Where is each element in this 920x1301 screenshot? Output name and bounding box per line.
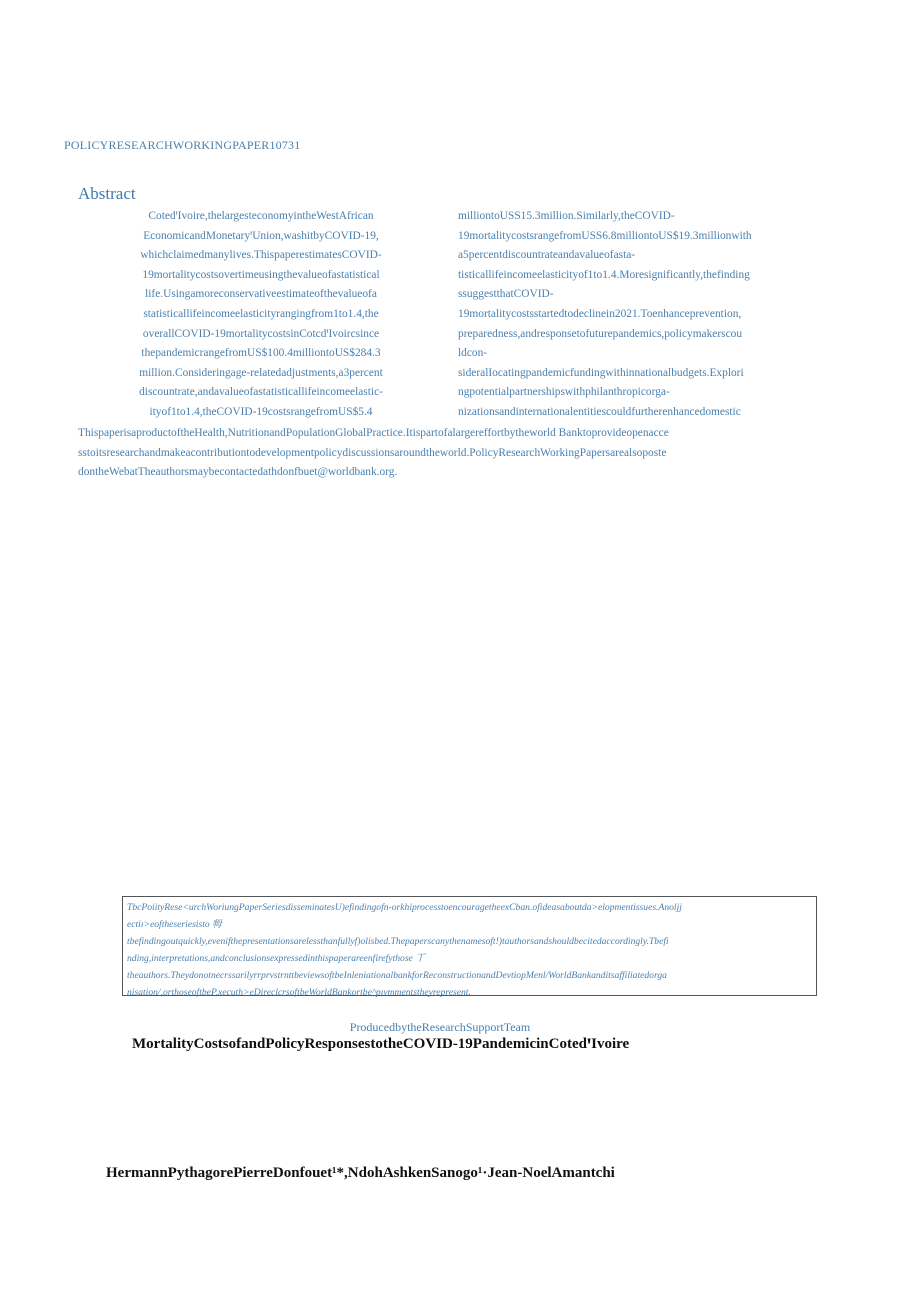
abstract-line: ityof1to1.4,theCOVID-19costsrangefromUS$5.4 <box>149 405 373 418</box>
abstract-right-column <box>458 207 828 423</box>
abstract-line: a5percentdiscountrateandavalueofasta- <box>458 249 636 262</box>
abstract-line: thepandemicrangefromUS$100.4milliontoUS$284.3 <box>141 347 381 360</box>
abstract-left-column <box>86 207 436 423</box>
disclaimer-line: ectiı>eoftheseriesisto 牳 <box>127 919 222 930</box>
abstract-line: whichclaimedmanylives.ThispaperestimatesCOVID- <box>140 249 382 262</box>
product-note-line: dontheWebatTheauthorsmaybecontactedathdonfbuet@worldbank.org. <box>78 466 398 479</box>
disclaimer-line: nding,interpretations,andconclusionsexpressedinthispaperareenfirefythose 丅 <box>127 953 425 964</box>
abstract-line: 19mortalitycostsrangefromUSS6.8milliontoUS$19.3millionwith <box>458 229 752 242</box>
abstract-line: milliontoUSS15.3million.Similarly,theCOVID- <box>458 210 675 222</box>
produced-by-note: ProducedbytheResearchSupportTeam <box>349 1020 531 1034</box>
authors-line: HermannPythagorePierreDonfouet¹*,NdohAshkenSanogo¹·Jean-NoelAmantchi <box>106 1165 615 1181</box>
disclaimer-box <box>122 896 817 996</box>
abstract-line: ldcon- <box>458 347 488 360</box>
series-label: POLICYRESEARCHWORKINGPAPER10731 <box>64 138 301 152</box>
abstract-line: statisticallifeincomeelasticityrangingfrom1to1.4,the <box>143 307 379 320</box>
product-note-line: ThispaperisaproductoftheHealth,NutritionandPopulationGlobalPractice.Itispartofalargereffortbytheworld Banktoprovideopenacce <box>78 427 669 439</box>
abstract-line: CotedꞌIvoire,thelargesteconomyintheWestAfrican <box>148 210 374 222</box>
disclaimer-line: nisation/,orthoseoftbeP,xecuth>eDireclcrsoftbeWorldBankortbe^pıvmmentstheyrepresent. <box>127 987 471 998</box>
abstract-line: 19mortalitycostsovertimeusingthevalueofastatistical <box>142 268 380 281</box>
product-note <box>78 424 838 483</box>
product-note-line: sstoitsresearchandmakeacontributiontodevelopmentpolicydiscussionsaroundtheworld.PolicyResearchWorkingPapersarealsoposte <box>78 446 667 459</box>
abstract-line: ssuggestthatCOVID- <box>458 288 554 301</box>
disclaimer-line: theauthors.TheydonotnecrssarilyrrprvstrnttbeviewsoftbeInleniationalbankforReconstructionandDevtiopMenl/WorldBankanditsaffiliatedorga <box>127 970 667 981</box>
paper-title: MortalityCostsofandPolicyResponsestotheCOVID-19PandemicinCotedꞌIvoire <box>132 1036 630 1052</box>
abstract-line: life.Usingamoreconservativeestimateofthevalueofa <box>145 288 377 301</box>
disclaimer-line: TbcPoiityRese<urchWoriungPaperSeriesdisseminatesU)efindingofn-orkhiprocesstoencouragetheexCban.ofideasaboutda>elopmentissues.Anoljj <box>127 902 682 913</box>
abstract-line: nizationsandinternationalentitiescouldfurtherenhancedomestic <box>458 405 741 418</box>
abstract-line: EconomicandMonetaryꞌUnion,washitbyCOVID-19, <box>143 229 379 242</box>
abstract-line: overallCOVID-19mortalitycostsinCotcdꞌIvoircsince <box>142 327 380 340</box>
abstract-line: discountrate,andavalueofastatisticallifeincomeelastic- <box>139 386 383 399</box>
disclaimer-line: tbefindingoutquickly,evenifthepresentationsarelessthanfullyf)olisbed.Thepaperscanythenamesoft!)tauthorsandshouldbecitedaccordingly.Tbefi <box>127 936 669 947</box>
abstract-heading: Abstract <box>78 184 136 203</box>
abstract-line: ngpotentialpartnershipswithphilanthropicorga- <box>458 386 670 399</box>
abstract-line: million.Consideringage-relatedadjustments,a3percent <box>139 366 383 379</box>
abstract-line: 19mortalitycostsstartedtodeclinein2021.Toenhanceprevention, <box>458 307 742 320</box>
abstract-line: preparedness,andresponsetofuturepandemics,policymakerscou <box>458 327 743 340</box>
abstract-line: tisticallifeincomeelasticityof1to1.4.Moresignificantly,thefinding <box>458 268 750 281</box>
abstract-line: sideralIocatingpandemicfundingwithinnationalbudgets.Explori <box>458 366 744 379</box>
